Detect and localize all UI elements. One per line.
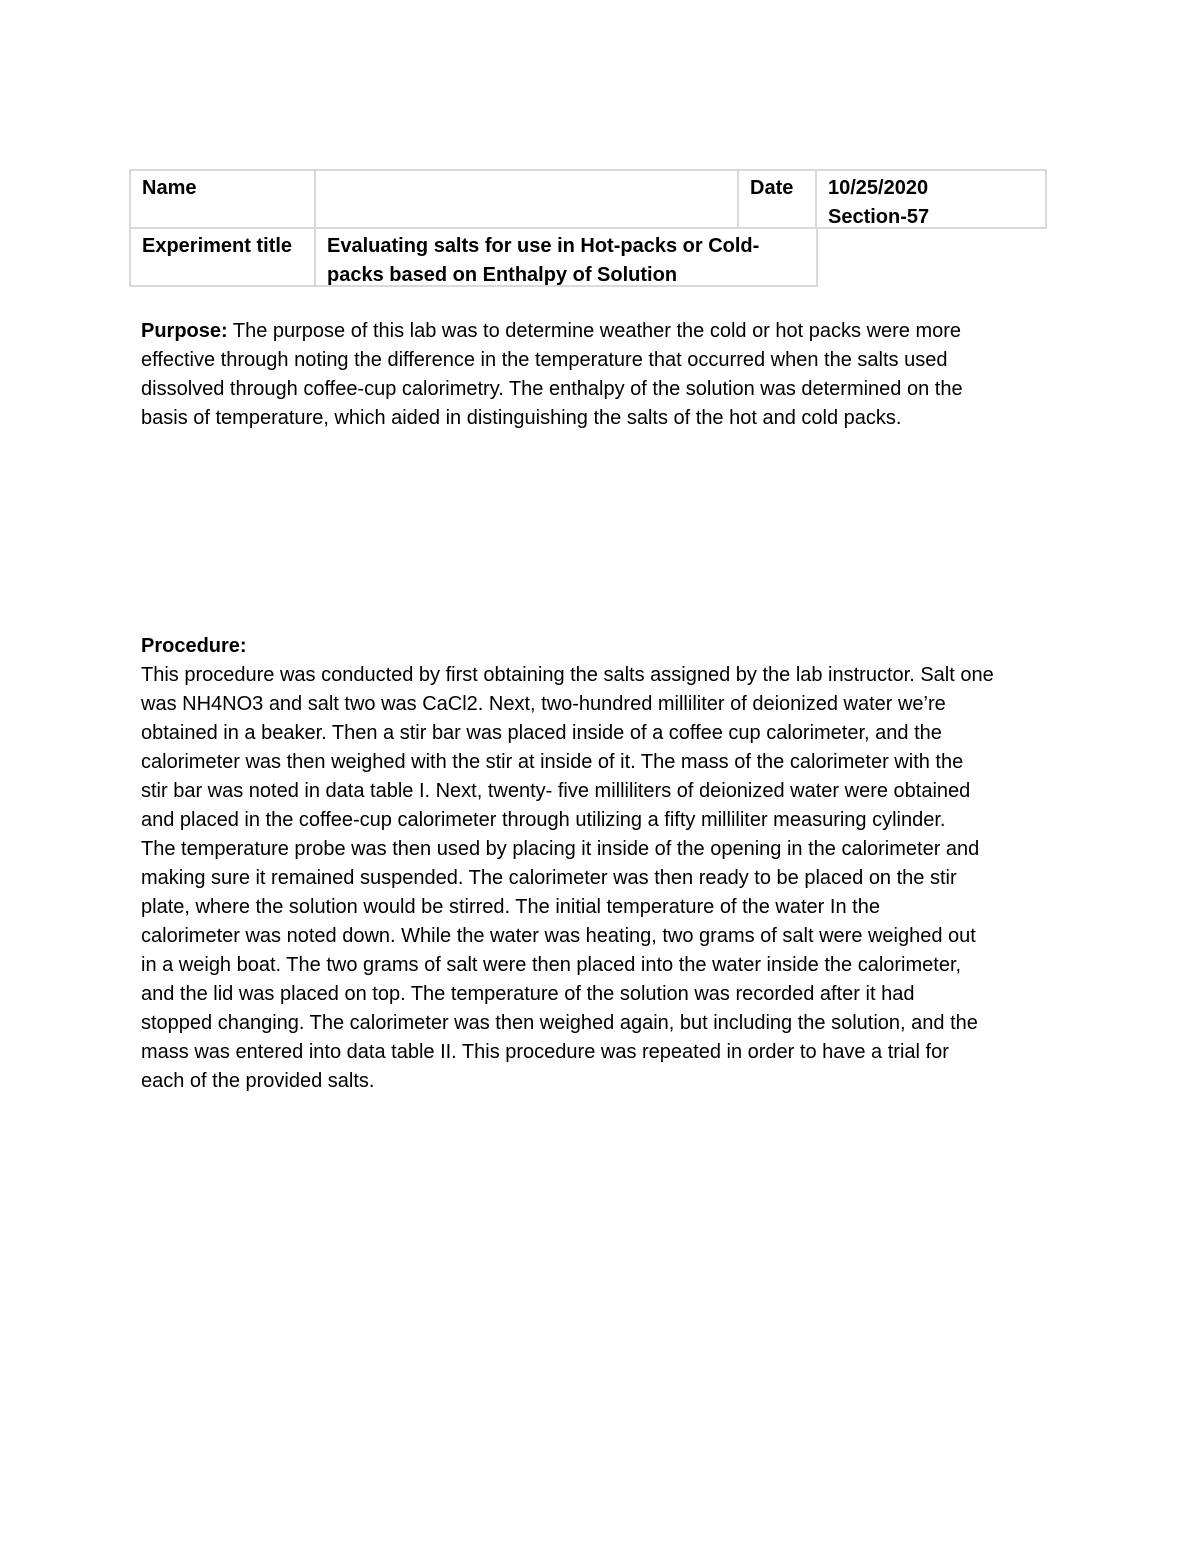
experiment-title-line: packs based on Enthalpy of Solution (327, 264, 678, 286)
purpose-first-line (141, 317, 1061, 346)
purpose-text-line: The purpose of this lab was to determine weather the cold or hot packs were more (227, 320, 962, 342)
procedure-text-line: in a weigh boat. The two grams of salt were then placed into the water inside the calorimeter, (141, 954, 962, 976)
experiment-title-line: Evaluating salts for use in Hot-packs or Cold- (327, 235, 760, 257)
procedure-text-line: was NH4NO3 and salt two was CaCl2. Next, two-hundred milliliter of deionized water we’re (141, 693, 946, 715)
procedure-text-line: each of the provided salts. (141, 1070, 375, 1092)
header-info-table (129, 169, 1047, 287)
procedure-text-line: This procedure was conducted by first obtaining the salts assigned by the lab instructor. Salt one (141, 664, 994, 686)
purpose-heading: Purpose: (141, 320, 228, 342)
procedure-heading: Procedure: (141, 635, 247, 657)
procedure-text-line: making sure it remained suspended. The calorimeter was then ready to be placed on the stir (141, 867, 957, 889)
procedure-text-line: and placed in the coffee-cup calorimeter through utilizing a fifty milliliter measuring cylinder. (141, 809, 946, 831)
purpose-text-line: basis of temperature, which aided in distinguishing the salts of the hot and cold packs. (141, 407, 902, 429)
procedure-text-line: and the lid was placed on top. The temperature of the solution was recorded after it had (141, 983, 915, 1005)
name-label: Name (142, 177, 197, 199)
name-label-cell (129, 169, 316, 229)
date-label-cell (737, 169, 817, 229)
date-label: Date (750, 177, 794, 199)
procedure-text-line: calorimeter was noted down. While the water was heating, two grams of salt were weighed out (141, 925, 976, 947)
experiment-label-cell (129, 227, 316, 287)
procedure-text-line: obtained in a beaker. Then a stir bar was placed inside of a coffee cup calorimeter, and the (141, 722, 942, 744)
purpose-section (141, 317, 1061, 433)
date-value: 10/25/2020 (828, 177, 929, 199)
date-value-cell (815, 169, 1047, 229)
procedure-text-line: stir bar was noted in data table I. Next, twenty- five milliliters of deionized water were obtained (141, 780, 971, 802)
procedure-section (141, 632, 1061, 1096)
procedure-text-line: calorimeter was then weighed with the stir at inside of it. The mass of the calorimeter with the (141, 751, 964, 773)
procedure-text-line: The temperature probe was then used by placing it inside of the opening in the calorimeter and (141, 838, 980, 860)
procedure-text-line: stopped changing. The calorimeter was then weighed again, but including the solution, and the (141, 1012, 978, 1034)
procedure-text-line: plate, where the solution would be stirred. The initial temperature of the water In the (141, 896, 880, 918)
experiment-label: Experiment title (142, 235, 293, 257)
purpose-text-line: dissolved through coffee-cup calorimetry. The enthalpy of the solution was determined on the (141, 378, 963, 400)
name-value-cell (314, 169, 739, 229)
purpose-text-line: effective through noting the difference in the temperature that occurred when the salts used (141, 349, 948, 371)
experiment-title-cell (314, 227, 818, 287)
procedure-text-line: mass was entered into data table II. This procedure was repeated in order to have a trial for (141, 1041, 949, 1063)
section-value: Section-57 (828, 206, 930, 228)
